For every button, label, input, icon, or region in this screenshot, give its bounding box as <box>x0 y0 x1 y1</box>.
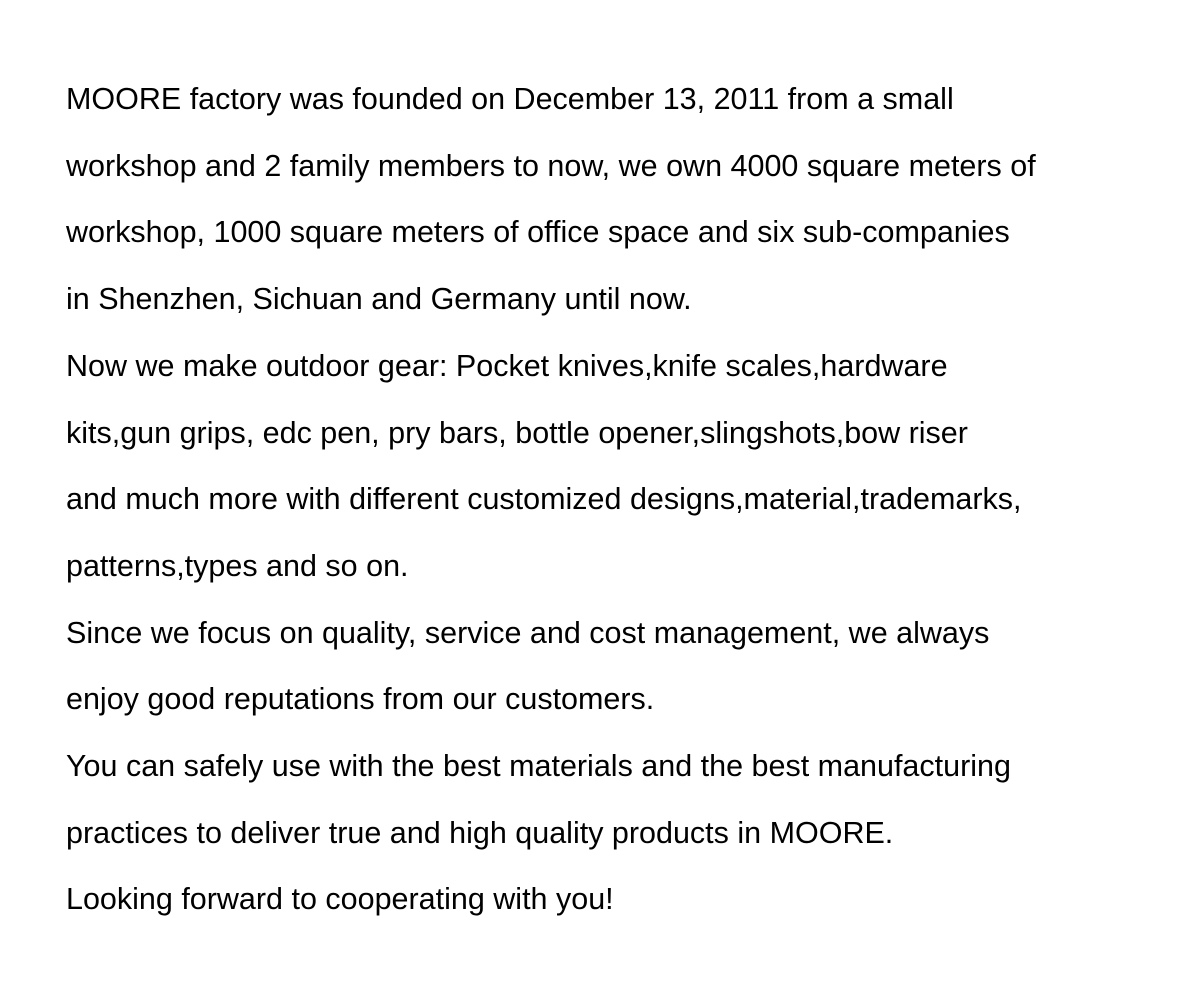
text-line: workshop, 1000 square meters of office space and six sub-companies <box>66 215 1010 250</box>
paragraph-closing <box>66 866 1156 933</box>
text-line: You can safely use with the best materials and the best manufacturing <box>66 749 1011 784</box>
text-line: workshop and 2 family members to now, we own 4000 square meters of <box>66 148 1036 183</box>
text-line: Now we make outdoor gear: Pocket knives,knife scales,hardware <box>66 348 948 383</box>
paragraph-materials <box>66 733 1156 866</box>
text-line: patterns,types and so on. <box>66 548 409 583</box>
text-line: enjoy good reputations from our customers. <box>66 682 655 717</box>
text-line: Since we focus on quality, service and cost management, we always <box>66 615 990 650</box>
text-line: MOORE factory was founded on December 13, 2011 from a small <box>66 82 954 116</box>
paragraph-products <box>66 333 1156 600</box>
text-line: and much more with different customized designs,material,trademarks, <box>66 482 1022 517</box>
paragraph-company-history <box>66 66 1156 333</box>
text-line: practices to deliver true and high quality products in MOORE. <box>66 815 894 850</box>
document-body <box>66 66 1156 933</box>
paragraph-quality-focus <box>66 600 1156 733</box>
text-line: Looking forward to cooperating with you! <box>66 882 614 917</box>
text-line: kits,gun grips, edc pen, pry bars, bottle opener,slingshots,bow riser <box>66 415 968 450</box>
text-line: in Shenzhen, Sichuan and Germany until now. <box>66 282 692 317</box>
